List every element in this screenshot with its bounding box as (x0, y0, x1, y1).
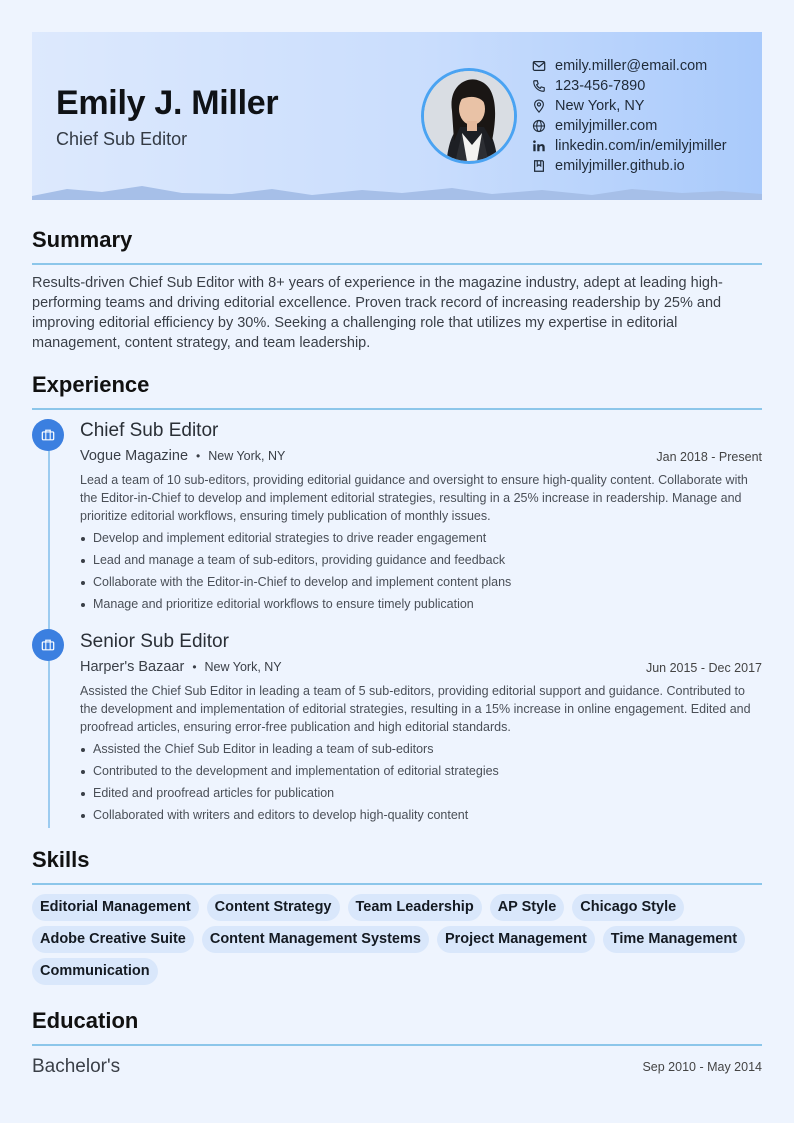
education-dates: Sep 2010 - May 2014 (642, 1060, 762, 1074)
skills-divider (32, 883, 762, 885)
skills-list (32, 894, 762, 990)
globe-icon (532, 119, 546, 133)
skill-chip: Time Management (603, 926, 745, 953)
summary-text: Results-driven Chief Sub Editor with 8+ years of experience in the magazine industry, adept at leading high-performing teams and driving editorial excellence. Proven track record of increasing readership by 25% and improving editorial efficiency by 30%. Seeking a challenging role that utilizes my expertise in editorial management, content strategy, and team leadership. (32, 275, 723, 351)
envelope-icon (532, 59, 546, 73)
skills-heading: Skills (32, 847, 90, 872)
job-1-bullets (80, 527, 762, 615)
contact-phone[interactable] (532, 76, 727, 96)
profile-photo (421, 68, 517, 164)
skill-chip: Communication (32, 958, 158, 985)
experience-divider (32, 408, 762, 410)
briefcase-icon (41, 428, 55, 442)
skill-chip: Adobe Creative Suite (32, 926, 194, 953)
header-decoration (32, 184, 762, 200)
contact-location (532, 96, 727, 116)
candidate-role: Chief Sub Editor (56, 129, 188, 149)
candidate-name: Emily J. Miller (56, 84, 279, 122)
list-item: Collaborate with the Editor-in-Chief to develop and implement content plans (80, 571, 762, 593)
job-1-dates: Jan 2018 - Present (656, 450, 762, 464)
job-2-dates: Jun 2015 - Dec 2017 (645, 661, 762, 675)
skill-chip: Content Management Systems (202, 926, 429, 953)
job-2-meta (80, 659, 282, 675)
job-2-title: Senior Sub Editor (80, 631, 229, 652)
summary-heading: Summary (32, 227, 133, 252)
skill-chip: Chicago Style (572, 894, 684, 921)
list-item: Collaborated with writers and editors to develop high-quality content (80, 804, 762, 826)
linkedin-icon (532, 139, 546, 153)
location-pin-icon (532, 99, 546, 113)
job-1-company: Vogue Magazine (80, 448, 189, 464)
contact-linkedin[interactable] (532, 136, 727, 156)
skill-chip: Team Leadership (348, 894, 482, 921)
skill-chip: AP Style (490, 894, 565, 921)
job-2-company: Harper's Bazaar (80, 659, 185, 675)
job-2-marker (32, 629, 64, 661)
phone-icon (532, 79, 546, 93)
list-item: Lead and manage a team of sub-editors, providing guidance and feedback (80, 549, 762, 571)
summary-divider (32, 263, 762, 265)
contact-phone-text: 123-456-7890 (555, 78, 646, 94)
contact-website[interactable] (532, 116, 727, 136)
contact-github-text: emilyjmiller.github.io (555, 158, 685, 174)
list-item: Edited and proofread articles for publication (80, 782, 762, 804)
contact-linkedin-text: linkedin.com/in/emilyjmiller (555, 138, 727, 154)
skill-chip: Editorial Management (32, 894, 199, 921)
skill-chip: Content Strategy (207, 894, 340, 921)
job-2-location: New York, NY (204, 660, 282, 674)
contact-github[interactable] (532, 156, 727, 176)
contact-list (532, 56, 727, 176)
contact-email[interactable] (532, 56, 727, 76)
github-icon (532, 159, 546, 173)
resume-header (32, 32, 762, 200)
job-1-marker (32, 419, 64, 451)
education-heading: Education (32, 1008, 139, 1033)
briefcase-icon (41, 638, 55, 652)
separator-dot: • (196, 449, 201, 463)
contact-location-text: New York, NY (555, 98, 645, 114)
job-1-meta (80, 448, 285, 464)
list-item: Contributed to the development and implementation of editorial strategies (80, 760, 762, 782)
job-2-bullets (80, 738, 762, 826)
job-2-description: Assisted the Chief Sub Editor in leading a team of 5 sub-editors, providing editorial support and guidance. Contributed to the development and implementation of editorial strategies, resulting in a 15% increase in online engagement. Edited and proofread articles, ensuring error-free publication and high editorial standards. (80, 684, 751, 734)
contact-website-text: emilyjmiller.com (555, 118, 658, 134)
job-1-title: Chief Sub Editor (80, 420, 219, 441)
job-1-description: Lead a team of 10 sub-editors, providing editorial guidance and oversight to ensure high-quality content. Collaborate with the Editor-in-Chief to develop and implement editorial strategies, resulting in a 25% increase in readership. Manage and prioritize editorial workflows, ensuring timely publication of monthly issues. (80, 473, 748, 523)
contact-email-text: emily.miller@email.com (555, 58, 708, 74)
experience-heading: Experience (32, 372, 150, 397)
job-1-location: New York, NY (208, 449, 286, 463)
separator-dot: • (192, 660, 197, 674)
list-item: Develop and implement editorial strategies to drive reader engagement (80, 527, 762, 549)
education-degree: Bachelor's (32, 1056, 121, 1077)
list-item: Assisted the Chief Sub Editor in leading a team of sub-editors (80, 738, 762, 760)
skill-chip: Project Management (437, 926, 595, 953)
education-divider (32, 1044, 762, 1046)
list-item: Manage and prioritize editorial workflows to ensure timely publication (80, 593, 762, 615)
